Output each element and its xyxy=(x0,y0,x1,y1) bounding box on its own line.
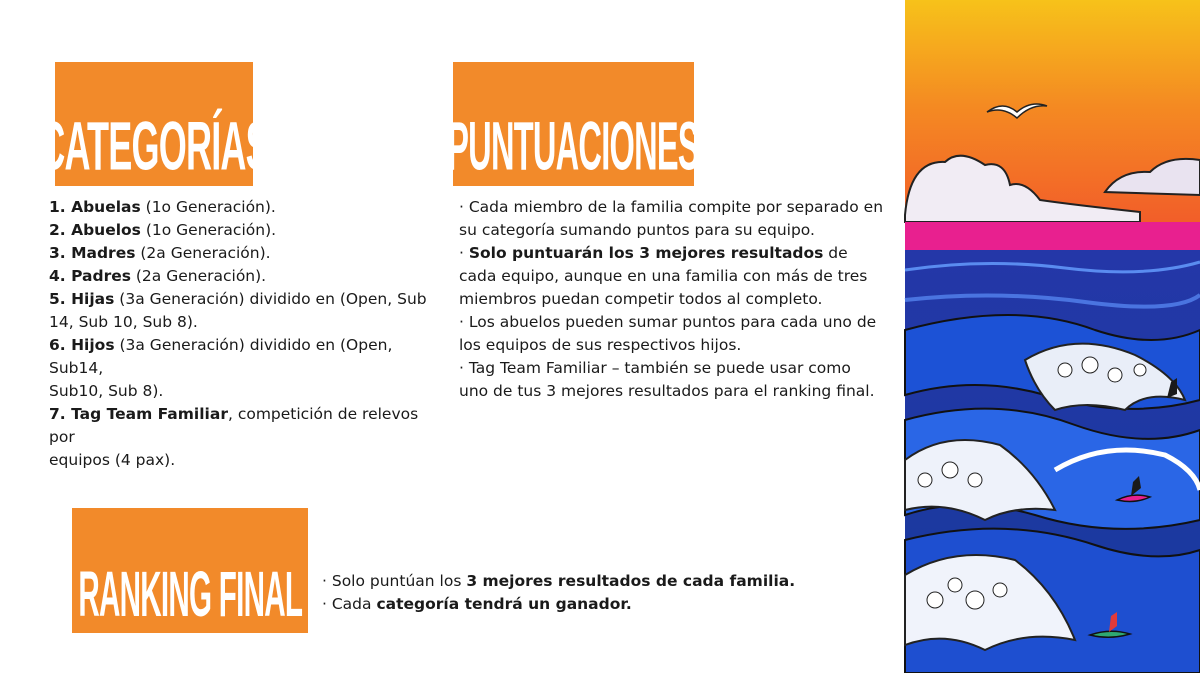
categoria-name: 1. Abuelas xyxy=(49,198,141,216)
puntuaciones-title: PUNTUACIONES xyxy=(447,109,700,186)
puntuacion-item-highlight: Solo puntuarán los 3 mejores resultados xyxy=(468,244,824,262)
categoria-item xyxy=(49,288,439,334)
categorias-list xyxy=(49,196,439,472)
puntuaciones-heading xyxy=(447,62,700,186)
ranking-heading xyxy=(72,508,308,633)
ranking-title: RANKING FINAL xyxy=(78,559,302,631)
puntuaciones-list xyxy=(459,196,884,403)
ranking-item-text: · Cada xyxy=(322,595,377,613)
categoria-item xyxy=(49,196,439,219)
categoria-detail: Sub10, Sub 8). xyxy=(49,382,164,400)
categoria-name: 3. Madres xyxy=(49,244,136,262)
ranking-item xyxy=(322,593,882,616)
categoria-item xyxy=(49,265,439,288)
categoria-detail: (3a Generación) dividido en (Open, Sub14, xyxy=(49,336,393,377)
ranking-item-highlight: 3 mejores resultados de cada familia. xyxy=(466,572,796,590)
puntuacion-item xyxy=(459,311,884,357)
puntuacion-item-rest: de cada equipo, aunque en una familia con más de tres miembros puedan competir todos al completo. xyxy=(459,244,868,308)
categoria-item xyxy=(49,449,439,472)
categoria-name: 5. Hijas xyxy=(49,290,115,308)
puntuacion-item-text: · Tag Team Familiar – también se puede usar como uno de tus 3 mejores resultados para el ranking final. xyxy=(459,359,875,400)
categoria-item xyxy=(49,242,439,265)
categoria-detail: (1o Generación). xyxy=(140,198,276,216)
puntuacion-item-text: · xyxy=(459,244,469,262)
categoria-detail: , competición de relevos por xyxy=(49,405,419,446)
categoria-item xyxy=(49,334,439,380)
categoria-detail: (2a Generación). xyxy=(135,244,271,262)
categoria-name: 2. Abuelos xyxy=(49,221,141,239)
categoria-item xyxy=(49,380,439,403)
categoria-item xyxy=(49,219,439,242)
puntuacion-item xyxy=(459,357,884,403)
categorias-heading xyxy=(39,62,269,186)
categoria-name: 7. Tag Team Familiar xyxy=(49,405,228,423)
puntuacion-item xyxy=(459,196,884,242)
surf-wave-illustration xyxy=(905,0,1200,673)
puntuacion-item-text: · Los abuelos pueden sumar puntos para cada uno de los equipos de sus respectivos hijos. xyxy=(459,313,877,354)
puntuacion-item-text: · Cada miembro de la familia compite por separado en su categoría sumando puntos para su equipo. xyxy=(459,198,884,239)
ranking-item xyxy=(322,570,882,593)
categoria-detail: (3a Generación) dividido en (Open, Sub 14, Sub 10, Sub 8). xyxy=(49,290,427,331)
puntuacion-item xyxy=(459,242,884,311)
categoria-detail: (1o Generación). xyxy=(140,221,277,239)
categoria-name: 6. Hijos xyxy=(49,336,115,354)
categoria-item xyxy=(49,403,439,449)
categoria-detail: (2a Generación). xyxy=(130,267,267,285)
categoria-name: 4. Padres xyxy=(49,267,131,285)
ranking-item-highlight: categoría tendrá un ganador. xyxy=(376,595,632,613)
categorias-title: CATEGORÍAS xyxy=(39,109,269,186)
ranking-list xyxy=(322,570,882,616)
ranking-item-text: · Solo puntúan los xyxy=(322,572,467,590)
categoria-detail: equipos (4 pax). xyxy=(49,451,176,469)
